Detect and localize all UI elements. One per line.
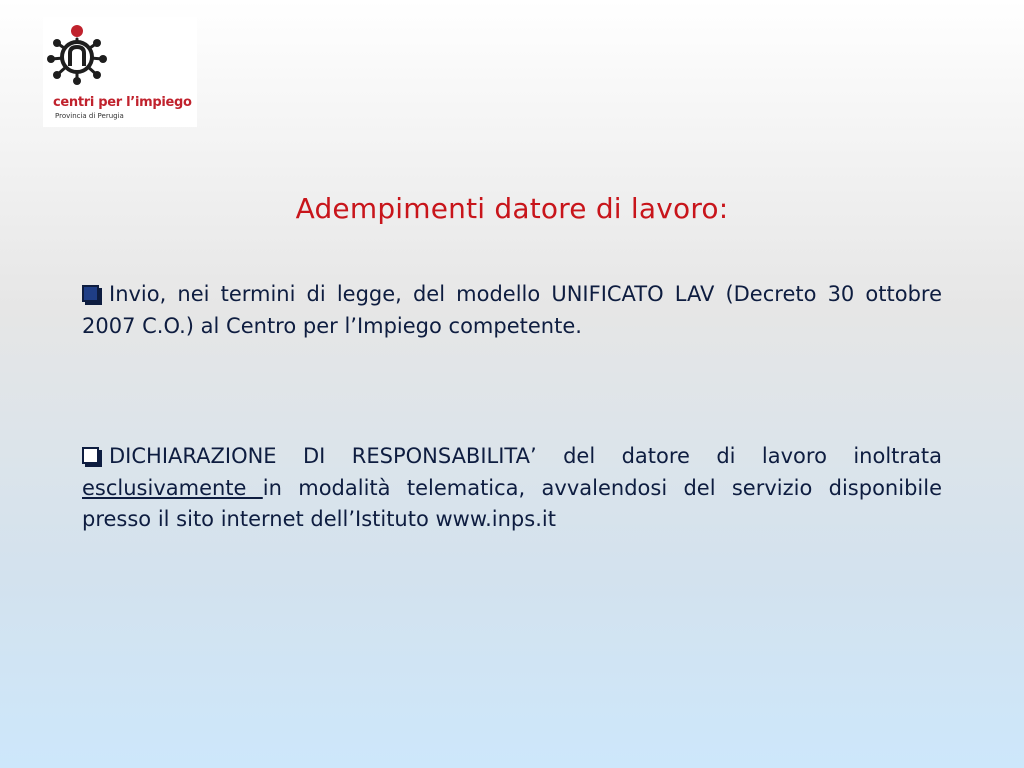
logo-subtitle: Provincia di Perugia bbox=[55, 112, 124, 120]
bullet-item bbox=[82, 441, 942, 536]
bullet-text-before: DICHIARAZIONE DI RESPONSABILITA’ del datore di lavoro inoltrata bbox=[109, 444, 942, 468]
underlined-keyword: esclusivamente bbox=[82, 475, 263, 500]
bullet-text: Invio, nei termini di legge, del modello UNIFICATO LAV (Decreto 30 ottobre 2007 C.O.) al Centro per l’Impiego competente. bbox=[82, 282, 942, 338]
logo-wordmark: centri per l’impiego bbox=[53, 95, 192, 110]
bullet-text-after: in modalità telematica, avvalendosi del servizio disponibile presso il sito internet dell’Istituto www.inps.it bbox=[82, 475, 942, 531]
centri-impiego-logo bbox=[43, 17, 197, 127]
slide-title: Adempimenti datore di lavoro: bbox=[295, 192, 729, 225]
checkbox-bullet-icon bbox=[82, 447, 99, 464]
checkbox-bullet-icon bbox=[82, 285, 99, 302]
bullet-item bbox=[82, 279, 942, 342]
network-emblem-icon bbox=[43, 17, 197, 97]
